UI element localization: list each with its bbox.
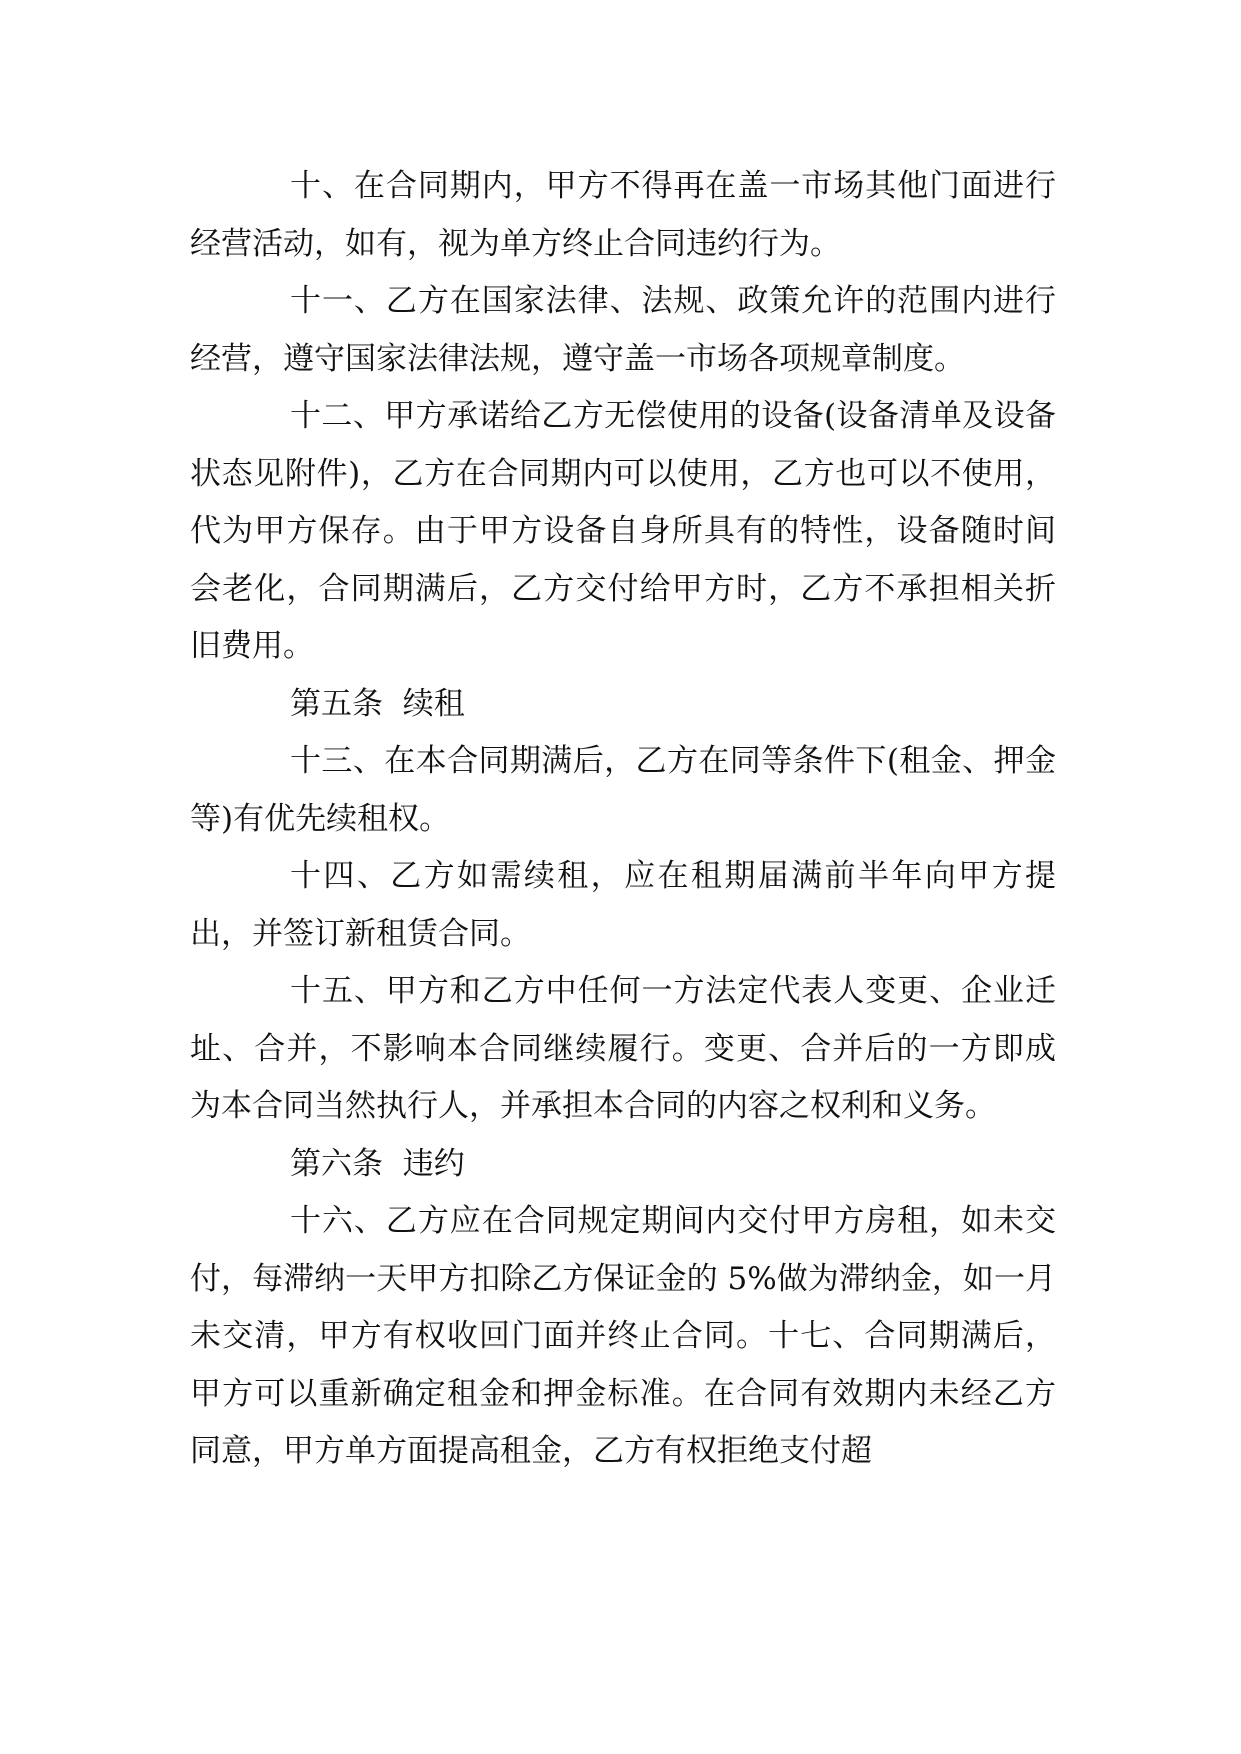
clause-13: 十三、在本合同期满后，乙方在同等条件下(租金、押金等)有优先续租权。	[190, 743, 1056, 837]
clause-12: 十二、甲方承诺给乙方无偿使用的设备(设备清单及设备状态见附件)，乙方在合同期内可以使用，乙方也可以不使用，代为甲方保存。由于甲方设备自身所具有的特性，设备随时间会老化，合同期满后，乙方交付给甲方时，乙方不承担相关折旧费用。	[190, 398, 1056, 664]
article-6-heading: 第六条 违约	[290, 1145, 465, 1182]
clause-14: 十四、乙方如需续租，应在租期届满前半年向甲方提出，并签订新租赁合同。	[190, 858, 1056, 952]
clause-10: 十、在合同期内，甲方不得再在盖一市场其他门面进行经营活动，如有，视为单方终止合同违约行为。	[190, 168, 1056, 262]
clause-15: 十五、甲方和乙方中任何一方法定代表人变更、企业迁址、合并，不影响本合同继续履行。变更、合并后的一方即成为本合同当然执行人，并承担本合同的内容之权利和义务。	[190, 973, 1056, 1124]
document-body	[190, 158, 1056, 1481]
clause-11: 十一、乙方在国家法律、法规、政策允许的范围内进行经营，遵守国家法律法规，遵守盖一市场各项规章制度。	[190, 283, 1056, 377]
article-5-heading: 第五条 续租	[290, 685, 465, 722]
clause-16-17: 十六、乙方应在合同规定期间内交付甲方房租，如未交付，每滞纳一天甲方扣除乙方保证金的 5%做为滞纳金，如一月未交清，甲方有权收回门面并终止合同。十七、合同期满后，甲方可以重新确定租金和押金标准。在合同有效期内未经乙方同意，甲方单方面提高租金，乙方有权拒绝支付超	[190, 1203, 1056, 1469]
